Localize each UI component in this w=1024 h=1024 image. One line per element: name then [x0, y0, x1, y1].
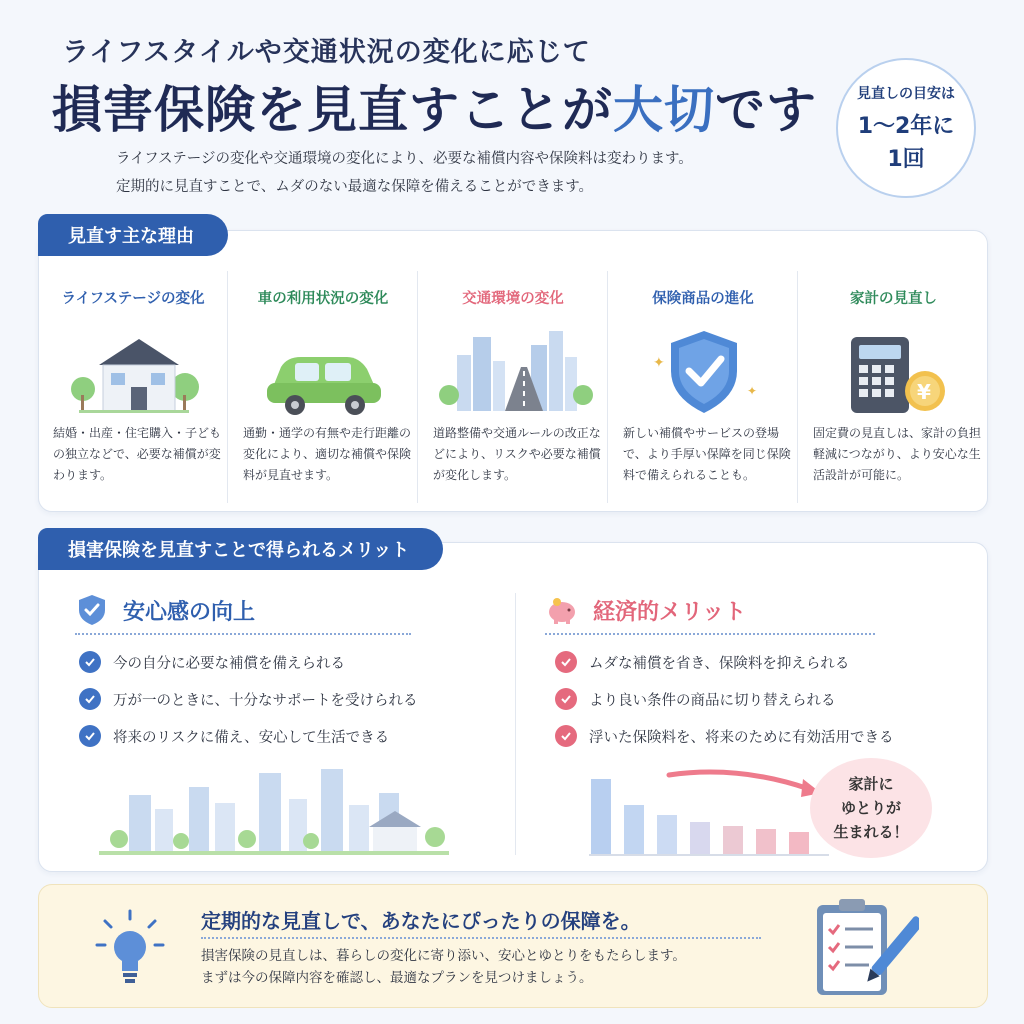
title-part-1: 損害保険を見直すことが: [52, 80, 613, 139]
reason-title: 交通環境の変化: [462, 291, 564, 307]
check-icon: [555, 725, 577, 747]
merit-item-text: ムダな補償を省き、保険料を抑えられる: [589, 655, 850, 672]
title-accent: 大切: [613, 80, 715, 139]
savings-decline-illustration: [589, 765, 829, 857]
savings-bar: [789, 832, 809, 855]
house-icon: [39, 317, 228, 417]
clipboard-checklist-icon: [809, 895, 919, 1001]
calculator-yen-icon: [799, 317, 988, 417]
merit-economic-item-1: [555, 651, 849, 673]
svg-text:✦: ✦: [747, 384, 758, 398]
review-interval-badge: [836, 58, 976, 198]
merit-item-text: 将来のリスクに備え、安心して生活できる: [113, 729, 390, 746]
merits-divider: [515, 593, 516, 855]
merit-economic-item-2: [555, 688, 836, 710]
city-road-icon: [419, 317, 608, 417]
check-icon: [555, 688, 577, 710]
savings-bar: [723, 826, 743, 855]
reason-desc: 通勤・通学の有無や走行距離の変化により、適切な補償や保険料が見直せます。: [243, 426, 412, 482]
savings-bar: [624, 805, 644, 855]
merit-safety-item-2: [79, 688, 418, 710]
reason-title: 保険商品の進化: [652, 291, 754, 307]
savings-bar: [657, 815, 677, 855]
check-icon: [555, 651, 577, 673]
bottom-banner: [38, 884, 988, 1008]
reason-desc: 固定費の見直しは、家計の負担軽減につながり、より安心な生活設計が可能に。: [813, 426, 982, 482]
page-subtitle: ライフスタイルや交通状況の変化に応じて: [62, 37, 591, 68]
merit-safety-heading: [75, 593, 255, 627]
reason-desc: 新しい補償やサービスの登場で、より手厚い保障を同じ保険料で備えられることも。: [623, 426, 791, 482]
reason-product: [609, 271, 798, 503]
lead-text: [116, 145, 816, 201]
household-bubble: [810, 758, 932, 858]
merit-item-text: より良い条件の商品に切り替えられる: [589, 692, 836, 709]
reasons-panel: [38, 230, 988, 512]
piggy-bank-icon: [545, 593, 579, 627]
badge-line-3: 1回: [887, 147, 925, 172]
reason-life-stage: [39, 271, 228, 503]
merits-tab: 損害保険を見直すことで得られるメリット: [38, 528, 443, 570]
reason-car-usage: [229, 271, 418, 503]
svg-text:✦: ✦: [653, 355, 665, 371]
savings-bar: [591, 779, 611, 855]
reason-traffic: [419, 271, 608, 503]
merit-safety-item-1: [79, 651, 345, 673]
savings-bar: [756, 829, 776, 855]
bubble-line-2: ゆとりが: [840, 799, 901, 817]
merit-economic-heading: [545, 593, 746, 627]
reason-household: [799, 271, 988, 503]
lightbulb-icon: [95, 909, 165, 985]
reason-desc: 結婚・出産・住宅購入・子どもの独立などで、必要な補償が変わります。: [53, 426, 222, 482]
downward-arrow-line: [669, 772, 809, 789]
merit-safety-title: 安心感の向上: [123, 599, 256, 625]
merit-item-text: 万が一のときに、十分なサポートを受けられる: [113, 692, 418, 709]
page-title: [52, 70, 817, 142]
shield-icon: [75, 593, 109, 627]
bubble-line-3: 生まれる！: [833, 823, 909, 841]
bottom-text-line-2: まずは今の保障内容を確認し、最適なプランを見つけましょう。: [201, 970, 593, 986]
bottom-text: [201, 945, 821, 989]
merit-economic-title: 経済的メリット: [593, 599, 747, 625]
reasons-tab: 見直す主な理由: [38, 214, 228, 256]
lead-line-1: ライフステージの変化や交通環境の変化により、必要な補償内容や保険料は変わります。: [116, 151, 693, 167]
merit-safety-rule: [75, 633, 411, 635]
reason-title: 家計の見直し: [850, 291, 937, 307]
check-icon: [79, 725, 101, 747]
lead-line-2: 定期的に見直すことで、ムダのない最適な保障を備えることができます。: [116, 179, 594, 195]
bubble-line-1: 家計に: [848, 775, 894, 793]
shield-check-icon: [609, 317, 798, 417]
merit-economic-item-3: [555, 725, 894, 747]
reason-title: 車の利用状況の変化: [257, 291, 389, 307]
bottom-text-line-1: 損害保険の見直しは、暮らしの変化に寄り添い、安心とゆとりをもたらします。: [201, 948, 686, 964]
reason-title: ライフステージの変化: [61, 291, 205, 307]
svg-text:¥: ¥: [917, 380, 931, 404]
cityscape-illustration: [89, 765, 459, 857]
merit-item-text: 今の自分に必要な補償を備えられる: [113, 655, 345, 672]
check-icon: [79, 688, 101, 710]
savings-bar: [690, 822, 710, 855]
merit-safety-item-3: [79, 725, 389, 747]
title-part-3: です: [715, 80, 817, 139]
badge-line-1: 見直しの目安は: [857, 86, 955, 102]
reason-desc: 道路整備や交通ルールの改正などにより、リスクや必要な補償が変化します。: [433, 426, 601, 482]
merit-item-text: 浮いた保険料を、将来のために有効活用できる: [589, 729, 894, 746]
badge-line-2: 1〜2年に: [857, 114, 955, 139]
bottom-title: 定期的な見直しで、あなたにぴったりの保障を。: [201, 909, 641, 933]
merit-economic-rule: [545, 633, 875, 635]
bottom-rule: [201, 937, 761, 939]
car-icon: [229, 317, 418, 417]
check-icon: [79, 651, 101, 673]
